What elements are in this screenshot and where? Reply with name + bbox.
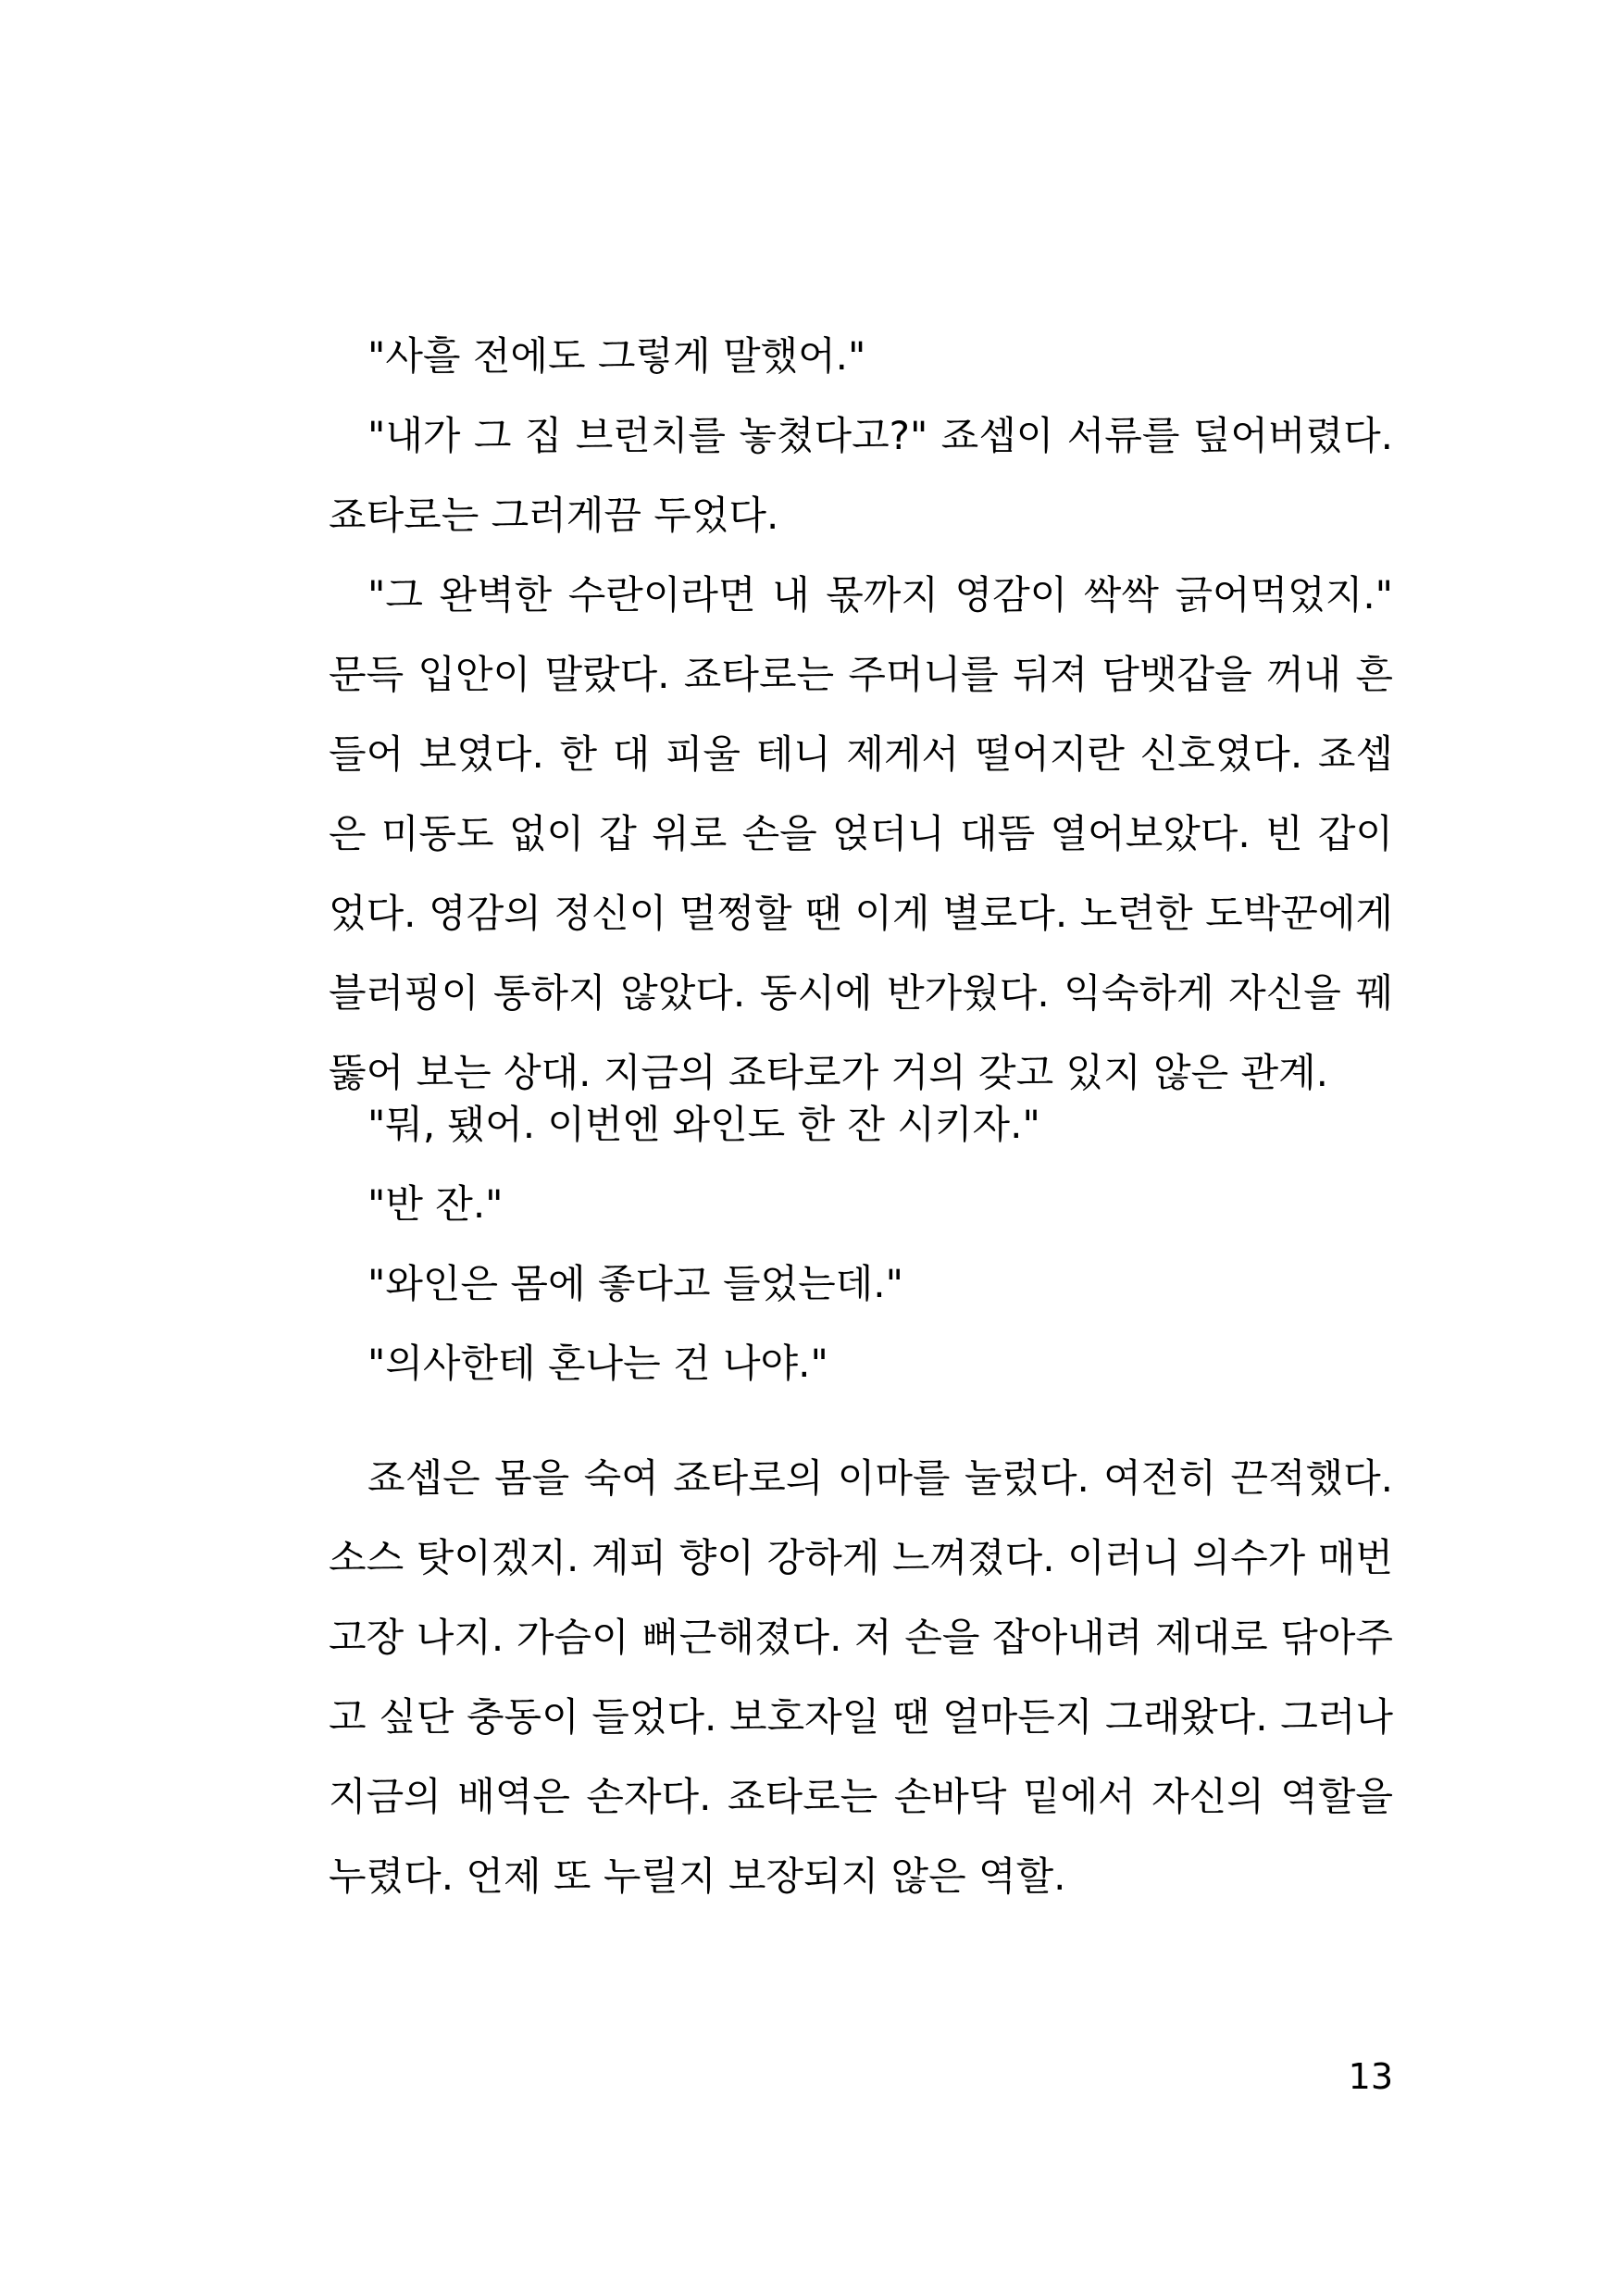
narrative-paragraph: "그 완벽한 수란이라면 내 몫까지 영감이 싹싹 긁어먹었지." 문득 입안이 말랐다. 죠타로는 주머니를 뒤져 담뱃갑을 꺼내 흔들어 보였다. 한 대 피울 테니 제게서 떨어지란 신호였다. 죠셉은 미동도 없이 갑 위로 손을 얹더니 대뜸 열어보았다. 빈 갑이었다. 영감의 정신이 멀쩡할 땐 이게 별로다. 노련한 도박꾼에게 블러핑이 통하지 않았다. 동시에 반가웠다. 익숙하게 자신을 꿰뚫어 보는 상대. 지금의 죠타로가 거의 갖고 있지 않은 관계.	[329, 572, 1393, 1095]
dialogue-paragraph: "사흘 전에도 그렇게 말했어."	[367, 333, 866, 379]
dialogue-paragraph: "뭐, 됐어. 이번엔 와인도 한 잔 시키자."	[367, 1102, 1040, 1147]
dialogue-paragraph: "반 잔."	[367, 1181, 504, 1227]
dialogue-paragraph: "의사한테 혼나는 건 나야."	[367, 1341, 828, 1386]
page-number: 13	[1348, 2056, 1393, 2097]
narrative-paragraph: 죠셉은 몸을 숙여 죠타로의 이마를 눌렀다. 여전히 끈적했다. 소스 탓이겠지. 계피 향이 강하게 느껴졌다. 이러니 의수가 매번 고장 나지. 가슴이 뻐근해졌다. 저 손을 잡아내려 제대로 닦아주고 싶단 충동이 들었다. 보호자일 땐 얼마든지 그래왔다. 그러나 지금의 배역은 손자다. 죠타로는 손바닥 밑에서 자신의 역할을 누렸다. 언제 또 누릴지 보장되지 않은 역할.	[329, 1455, 1393, 1899]
dialogue-paragraph: "내가 그 집 브런치를 놓쳤다고?" 죠셉이 서류를 덮어버렸다. 죠타로는 그러게끔 두었다.	[329, 413, 1393, 538]
text-block-closing	[329, 1439, 1393, 1916]
text-block-dialogue	[329, 1085, 1393, 1404]
dialogue-paragraph: "와인은 몸에 좋다고 들었는데."	[367, 1261, 903, 1306]
text-block-opening	[329, 317, 1393, 1113]
